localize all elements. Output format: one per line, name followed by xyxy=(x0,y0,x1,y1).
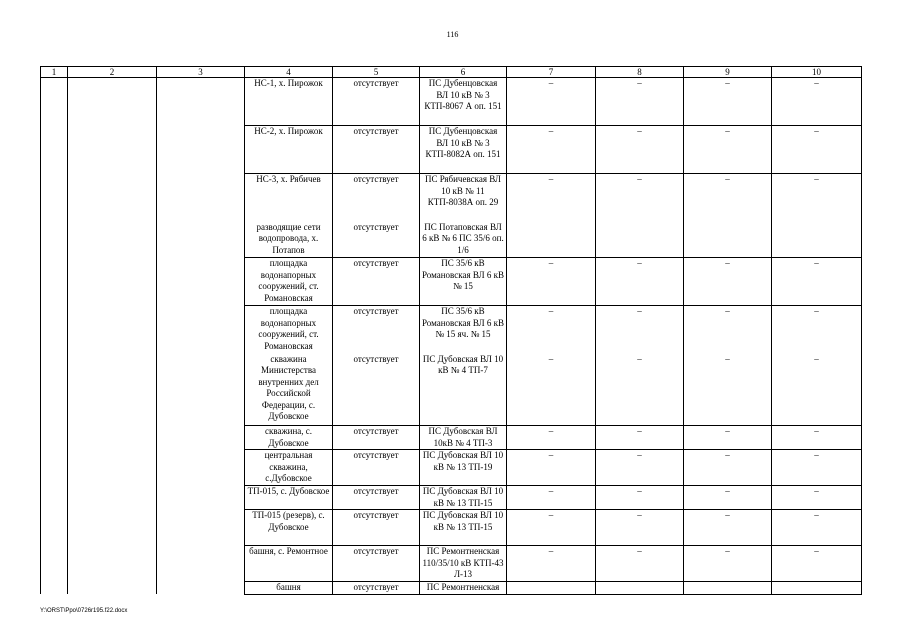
status-cell: отсутствует xyxy=(333,486,420,510)
status-cell: отсутствует xyxy=(333,450,420,486)
dash-cell: – xyxy=(772,78,862,126)
power-source-cell: ПС Потаповская ВЛ 6 кВ № 6 ПС 35/6 оп. 1/6 xyxy=(420,222,507,258)
object-cell: площадка водонапорных сооружений, ст. Романовская xyxy=(245,306,333,354)
power-source-cell: ПС Дубовская ВЛ 10 кВ № 13 ТП-15 xyxy=(420,486,507,510)
power-source-cell: ПС Рябичевская ВЛ 10 кВ № 11 КТП-8038А оп. 29 xyxy=(420,174,507,222)
dash-cell: – xyxy=(772,354,862,426)
power-source-cell: ПС Дубенцовская ВЛ 10 кВ № 3 КТП-8082А оп. 151 xyxy=(420,126,507,174)
object-cell: скважина Министерства внутренних дел Российской Федерации, с. Дубовское xyxy=(245,354,333,426)
status-cell: отсутствует xyxy=(333,306,420,354)
dash-cell: – xyxy=(596,174,684,222)
dash-cell: – xyxy=(507,486,596,510)
merged-cell-col2 xyxy=(68,78,157,595)
dash-cell: – xyxy=(772,426,862,450)
dash-cell: – xyxy=(772,258,862,306)
header-cell: 8 xyxy=(596,67,684,78)
merged-cell-col3 xyxy=(157,78,245,595)
object-cell: НС-2, х. Пирожок xyxy=(245,126,333,174)
dash-cell: – xyxy=(684,306,772,354)
dash-cell: – xyxy=(772,450,862,486)
data-table xyxy=(40,66,862,595)
object-cell: центральная скважина, с.Дубовское xyxy=(245,450,333,486)
power-source-cell: ПС Дубовская ВЛ 10кВ № 4 ТП-3 xyxy=(420,426,507,450)
dash-cell: – xyxy=(684,126,772,174)
dash-cell: – xyxy=(684,486,772,510)
power-source-cell: ПС Дубовская ВЛ 10 кВ № 13 ТП-15 xyxy=(420,510,507,546)
dash-cell: – xyxy=(684,174,772,222)
dash-cell: – xyxy=(507,510,596,546)
dash-cell: – xyxy=(596,510,684,546)
object-cell: разводящие сети водопровода, х. Потапов xyxy=(245,222,333,258)
header-cell: 7 xyxy=(507,67,596,78)
dash-cell: – xyxy=(507,546,596,582)
status-cell: отсутствует xyxy=(333,582,420,595)
power-source-cell: ПС Дубовская ВЛ 10 кВ № 4 ТП-7 xyxy=(420,354,507,426)
dash-cell: – xyxy=(596,450,684,486)
dash-cell xyxy=(772,582,862,595)
header-cell: 1 xyxy=(41,67,68,78)
merged-cell-col1 xyxy=(41,78,68,595)
dash-cell xyxy=(596,222,684,258)
dash-cell: – xyxy=(507,354,596,426)
dash-cell: – xyxy=(507,174,596,222)
status-cell: отсутствует xyxy=(333,78,420,126)
header-cell: 5 xyxy=(333,67,420,78)
status-cell: отсутствует xyxy=(333,174,420,222)
header-cell: 2 xyxy=(68,67,157,78)
dash-cell xyxy=(772,222,862,258)
power-source-cell: ПС Ремонтненская 110/35/10 кВ КТП-43 Л-13 xyxy=(420,546,507,582)
header-cell: 9 xyxy=(684,67,772,78)
dash-cell: – xyxy=(507,78,596,126)
dash-cell: – xyxy=(772,174,862,222)
status-cell: отсутствует xyxy=(333,510,420,546)
power-source-cell: ПС Дубовская ВЛ 10 кВ № 13 ТП-19 xyxy=(420,450,507,486)
dash-cell: – xyxy=(772,510,862,546)
object-cell: НС-3, х. Рябичев xyxy=(245,174,333,222)
file-path-footer: Y:\ORST\Ppo\0726r195.f22.docx xyxy=(40,608,128,614)
object-cell: ТП-015 (резерв), с. Дубовское xyxy=(245,510,333,546)
dash-cell xyxy=(684,582,772,595)
power-source-cell: ПС Дубенцовская ВЛ 10 кВ № 3 КТП-8067 А оп. 151 xyxy=(420,78,507,126)
header-cell: 6 xyxy=(420,67,507,78)
dash-cell: – xyxy=(507,258,596,306)
dash-cell: – xyxy=(596,306,684,354)
status-cell: отсутствует xyxy=(333,426,420,450)
dash-cell: – xyxy=(507,426,596,450)
dash-cell: – xyxy=(596,486,684,510)
object-cell: НС-1, х. Пирожок xyxy=(245,78,333,126)
table-header-row xyxy=(41,67,862,78)
status-cell: отсутствует xyxy=(333,354,420,426)
object-cell: площадка водонапорных сооружений, ст. Романовская xyxy=(245,258,333,306)
object-cell: ТП-015, с. Дубовское xyxy=(245,486,333,510)
dash-cell: – xyxy=(684,426,772,450)
header-cell: 3 xyxy=(157,67,245,78)
object-cell: скважина, с. Дубовское xyxy=(245,426,333,450)
dash-cell: – xyxy=(507,126,596,174)
dash-cell xyxy=(507,582,596,595)
dash-cell: – xyxy=(507,306,596,354)
dash-cell: – xyxy=(596,426,684,450)
dash-cell: – xyxy=(596,126,684,174)
dash-cell: – xyxy=(507,450,596,486)
dash-cell: – xyxy=(596,354,684,426)
object-cell: башня xyxy=(245,582,333,595)
dash-cell: – xyxy=(772,306,862,354)
table-row xyxy=(41,78,862,126)
dash-cell xyxy=(684,222,772,258)
dash-cell: – xyxy=(684,510,772,546)
dash-cell xyxy=(507,222,596,258)
dash-cell: – xyxy=(772,126,862,174)
status-cell: отсутствует xyxy=(333,222,420,258)
dash-cell: – xyxy=(596,546,684,582)
status-cell: отсутствует xyxy=(333,546,420,582)
dash-cell: – xyxy=(772,546,862,582)
dash-cell: – xyxy=(684,450,772,486)
header-cell: 4 xyxy=(245,67,333,78)
power-source-cell: ПС 35/6 кВ Романовская ВЛ 6 кВ № 15 xyxy=(420,258,507,306)
dash-cell: – xyxy=(684,354,772,426)
object-cell: башня, с. Ремонтное xyxy=(245,546,333,582)
header-cell: 10 xyxy=(772,67,862,78)
status-cell: отсутствует xyxy=(333,126,420,174)
page-number: 116 xyxy=(446,30,459,39)
dash-cell: – xyxy=(596,258,684,306)
dash-cell: – xyxy=(684,546,772,582)
dash-cell: – xyxy=(772,486,862,510)
status-cell: отсутствует xyxy=(333,258,420,306)
dash-cell: – xyxy=(596,78,684,126)
power-source-cell: ПС 35/6 кВ Романовская ВЛ 6 кВ № 15 яч. № 15 xyxy=(420,306,507,354)
dash-cell: – xyxy=(684,258,772,306)
dash-cell xyxy=(596,582,684,595)
dash-cell: – xyxy=(684,78,772,126)
power-source-cell: ПС Ремонтненская xyxy=(420,582,507,595)
